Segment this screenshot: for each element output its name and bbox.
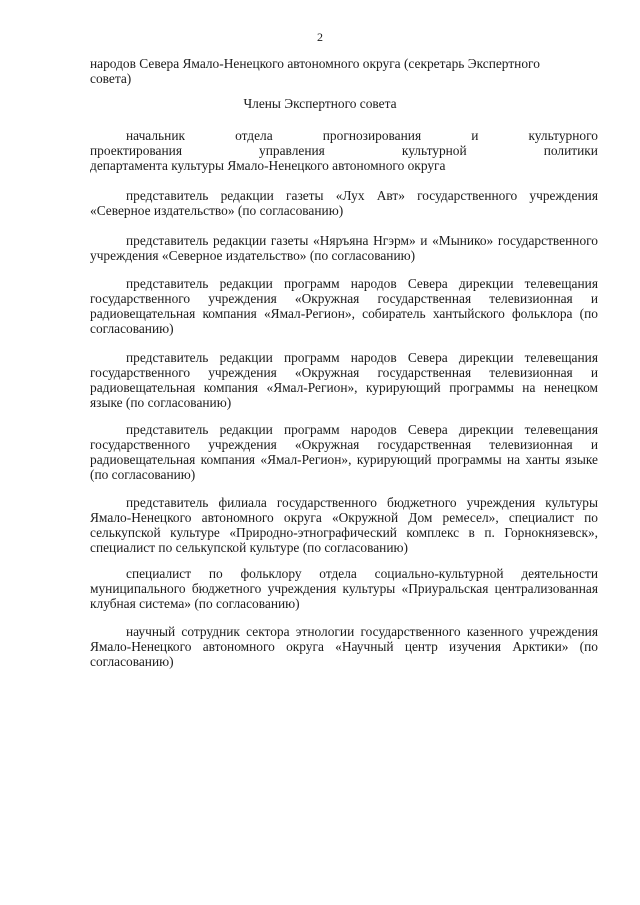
member-item-5: представитель редакции программ народов Севера дирекции телевещания государственного учреждения «Окружная государственная телевизионная и радиовещательная компания «Ямал-Регион», курирующий программы на ненецком языке (по согласованию) [90, 350, 598, 410]
intro-line-2: совета) [90, 71, 132, 86]
intro-paragraph [90, 56, 598, 86]
intro-line-1: народов Севера Ямало-Ненецкого автономного округа (секретарь Экспертного [90, 56, 540, 71]
member-1-line-1: начальник отдела прогнозирования и культурного [126, 128, 598, 143]
page-number: 2 [317, 30, 323, 44]
member-item-6: представитель редакции программ народов Севера дирекции телевещания государственного учреждения «Окружная государственная телевизионная и радиовещательная компания «Ямал-Регион», курирующий программы на ханты языке (по согласованию) [90, 422, 598, 482]
member-item-2: представитель редакции газеты «Лух Авт» государственного учреждения «Северное издательство» (по согласованию) [90, 188, 598, 218]
member-item-4: представитель редакции программ народов Севера дирекции телевещания государственного учреждения «Окружная государственная телевизионная и радиовещательная компания «Ямал-Регион», собиратель хантыйского фольклора (по согласованию) [90, 276, 598, 336]
member-item-8: специалист по фольклору отдела социально-культурной деятельности муниципального бюджетного учреждения культуры «Приуральская централизованная клубная система» (по согласованию) [90, 566, 598, 611]
member-1-line-3: департамента культуры Ямало-Ненецкого автономного округа [90, 158, 446, 173]
member-1-line-2: проектирования управления культурной политики [90, 143, 598, 158]
member-item-3: представитель редакции газеты «Няръяна Нгэрм» и «Мынико» государственного учреждения «Северное издательство» (по согласованию) [90, 233, 598, 263]
member-item-7: представитель филиала государственного бюджетного учреждения культуры Ямало-Ненецкого автономного округа «Окружной Дом ремесел», специалист по селькупской культуре «Природно-этнографический комплекс в п. Горнокнязевск», специалист по селькупской культуре (по согласованию) [90, 495, 598, 555]
section-heading: Члены Экспертного совета [243, 96, 397, 111]
member-item-9: научный сотрудник сектора этнологии государственного казенного учреждения Ямало-Ненецкого автономного округа «Научный центр изучения Арктики» (по согласованию) [90, 624, 598, 669]
member-item-1 [90, 128, 598, 173]
